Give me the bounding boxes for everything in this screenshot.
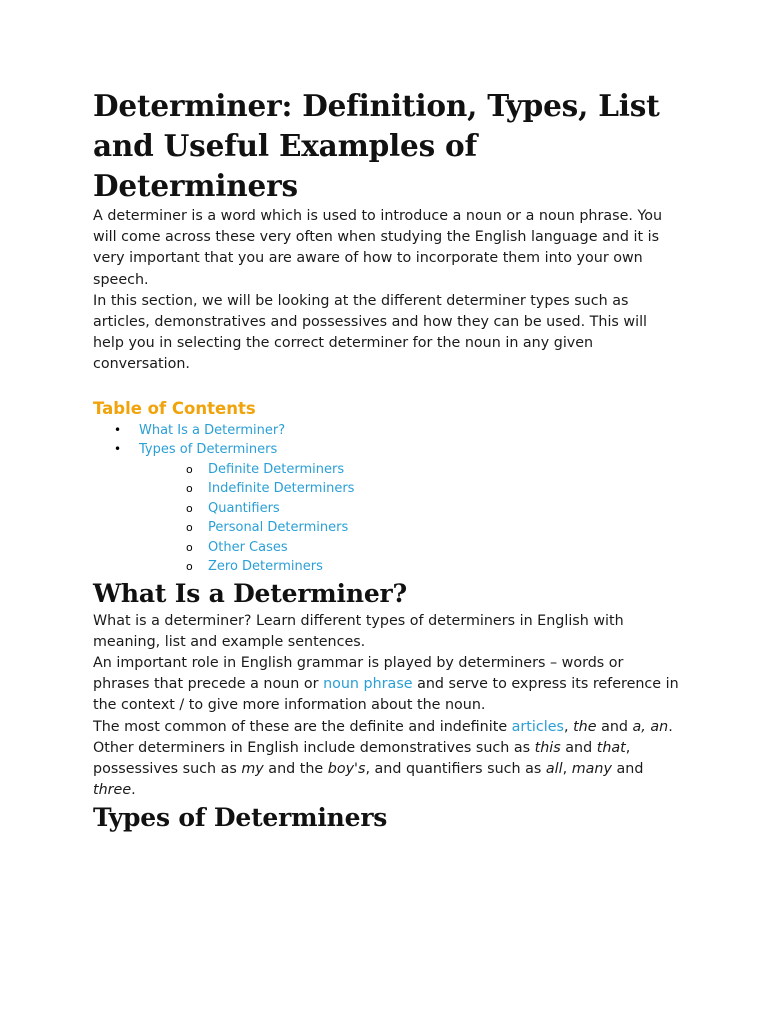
example-word: three (93, 782, 132, 799)
what-paragraph-3 (93, 717, 681, 802)
example-word: many (571, 761, 612, 778)
example-word: that (596, 739, 626, 756)
toc-item-what-is-a-determiner[interactable] (93, 421, 681, 441)
bullet-icon: • (114, 422, 122, 437)
text-span: An important role in English grammar is played by determiners – words or phrases that precede a noun or (93, 655, 624, 693)
text-span: The most common of these are the definite and indefinite (93, 718, 512, 735)
text-span: and (560, 739, 597, 756)
document-page (93, 86, 681, 835)
toc-link[interactable]: Quantifiers (208, 500, 280, 516)
table-of-contents (93, 421, 681, 577)
example-word: the (573, 718, 597, 735)
toc-link[interactable]: Definite Determiners (208, 461, 345, 477)
text-span: , (562, 761, 572, 778)
example-word: boy's (327, 761, 366, 778)
section-heading-what-is: What Is a Determiner? (93, 578, 407, 608)
toc-link[interactable]: Types of Determiners (139, 442, 278, 458)
what-paragraph-2 (93, 653, 681, 717)
example-word: this (534, 739, 561, 756)
example-word: a, an (632, 718, 669, 735)
circle-bullet-icon: o (186, 482, 193, 496)
noun-phrase-link[interactable]: noun phrase (323, 676, 413, 693)
intro-paragraph-2: In this section, we will be looking at the different determiner types such as articles, demonstratives and possessives and how they can be used. This will help you in selecting the correct determiner for the noun in any given conversation. (93, 292, 648, 373)
toc-item-indefinite-determiners[interactable] (93, 479, 681, 499)
what-paragraph-1: What is a determiner? Learn different types of determiners in English with meaning, list and example sentences. (93, 612, 624, 650)
text-span: , (563, 718, 574, 735)
text-span: . (131, 782, 136, 799)
bullet-icon: • (114, 442, 122, 457)
toc-link[interactable]: Indefinite Determiners (208, 481, 355, 497)
circle-bullet-icon: o (186, 540, 193, 554)
toc-item-personal-determiners[interactable] (93, 518, 681, 538)
toc-link[interactable]: What Is a Determiner? (139, 422, 286, 438)
toc-item-definite-determiners[interactable] (93, 460, 681, 480)
page-title: Determiner: Definition, Types, List and Useful Examples of Determiners (93, 88, 660, 203)
toc-link[interactable]: Zero Determiners (208, 559, 323, 575)
example-word: all (545, 761, 563, 778)
toc-link[interactable]: Other Cases (208, 539, 288, 555)
text-span: and (596, 718, 633, 735)
text-span: and the (263, 761, 328, 778)
text-span: and (611, 761, 644, 778)
circle-bullet-icon: o (186, 560, 193, 574)
toc-item-quantifiers[interactable] (93, 499, 681, 519)
circle-bullet-icon: o (186, 501, 193, 515)
section-heading-types: Types of Determiners (93, 803, 388, 833)
circle-bullet-icon: o (186, 462, 193, 476)
circle-bullet-icon: o (186, 521, 193, 535)
toc-heading: Table of Contents (93, 398, 256, 418)
text-span: . Other determiners in English include demonstratives such as (93, 718, 673, 756)
articles-link[interactable]: articles (511, 718, 564, 735)
toc-item-zero-determiners[interactable] (93, 557, 681, 577)
toc-link[interactable]: Personal Determiners (208, 520, 349, 536)
text-span: , and quantifiers such as (365, 761, 546, 778)
text-span: , possessives such as (93, 739, 631, 778)
text-span: and serve to express its reference in the context / to give more information about the noun. (93, 676, 679, 714)
toc-item-types-of-determiners[interactable] (93, 440, 681, 460)
intro-paragraph-1: A determiner is a word which is used to introduce a noun or a noun phrase. You will come across these very often when studying the English language and it is very important that you are aware of how to incorporate them into your own speech. (93, 208, 663, 288)
example-word: my (241, 761, 264, 778)
toc-item-other-cases[interactable] (93, 538, 681, 558)
